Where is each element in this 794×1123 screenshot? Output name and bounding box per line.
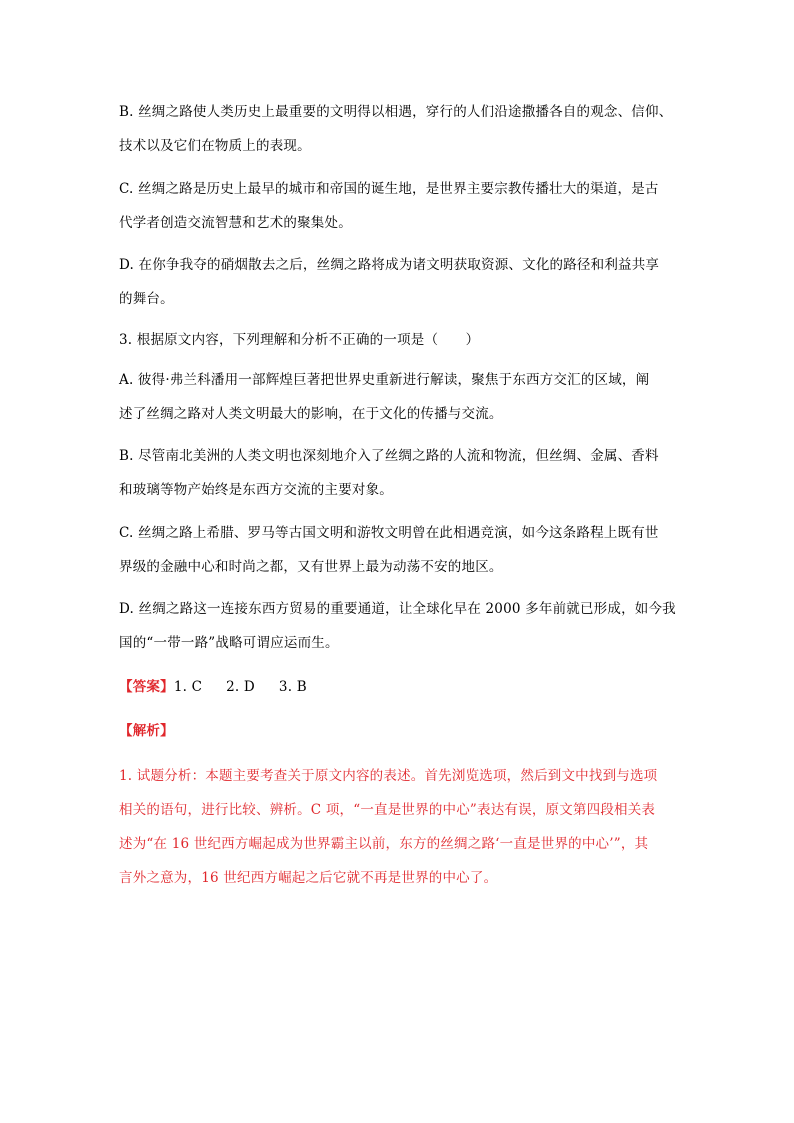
answer-label: 【答案】 — [119, 679, 174, 695]
option-line: A. 彼得·弗兰科潘用一部辉煌巨著把世界史重新进行解读，聚焦于东西方交汇的区域，阐 — [119, 372, 650, 388]
option-line: 的舞台。 — [119, 291, 174, 307]
option-line: 技术以及它们在物质上的表现。 — [119, 138, 311, 154]
option-line: C. 丝绸之路上希腊、罗马等古国文明和游牧文明曾在此相遇竞演，如今这条路程上既有世 — [119, 525, 659, 541]
answer-item: 1. C — [173, 679, 203, 695]
analysis-text — [119, 759, 689, 895]
option-line: 界级的金融中心和时尚之都，又有世界上最为动荡不安的地区。 — [119, 559, 503, 575]
analysis-label: 【解析】 — [119, 723, 174, 739]
option-c-q2 — [119, 172, 689, 240]
option-line: B. 尽管南北美洲的人类文明也深刻地介入了丝绸之路的人流和物流，但丝绸、金属、香料 — [119, 448, 659, 464]
analysis-line: 1. 试题分析：本题主要考查关于原文内容的表述。首先浏览选项，然后到文中找到与选项 — [119, 768, 658, 784]
option-line: 述了丝绸之路对人类文明最大的影响，在于文化的传播与交流。 — [119, 406, 503, 422]
answer-line — [119, 670, 689, 704]
answer-item: 3. B — [278, 679, 307, 695]
option-line: D. 丝绸之路这一连接东西方贸易的重要通道，让全球化早在 2000 多年前就已形成，如今我 — [119, 601, 676, 617]
option-line: 和玻璃等物产始终是东西方交流的主要对象。 — [119, 482, 393, 498]
option-line: 代学者创造交流智慧和艺术的聚集处。 — [119, 215, 352, 231]
question-3-stem: 3. 根据原文内容，下列理解和分析不正确的一项是（ ） — [119, 332, 480, 348]
option-b-q3 — [119, 439, 689, 507]
analysis-line: 相关的语句，进行比较、辨析。C 项，“一直是世界的中心”表达有误，原文第四段相关表 — [119, 802, 656, 818]
analysis-heading — [119, 714, 689, 748]
option-d-q2 — [119, 248, 689, 316]
option-line: B. 丝绸之路使人类历史上最重要的文明得以相遇，穿行的人们沿途撒播各自的观念、信仰、 — [119, 104, 673, 120]
option-line: C. 丝绸之路是历史上最早的城市和帝国的诞生地，是世界主要宗教传播壮大的渠道，是古 — [119, 181, 659, 197]
option-line: 国的“一带一路”战略可谓应运而生。 — [119, 635, 339, 651]
option-c-q3 — [119, 516, 689, 584]
analysis-line: 述为“在 16 世纪西方崛起成为世界霸主以前，东方的丝绸之路‘一直是世界的中心’”，其 — [119, 836, 649, 852]
option-a-q3 — [119, 363, 689, 431]
answer-item: 2. D — [226, 679, 255, 695]
option-d-q3 — [119, 592, 689, 660]
option-b-q2 — [119, 95, 689, 163]
option-line: D. 在你争我夺的硝烟散去之后，丝绸之路将成为诸文明获取资源、文化的路径和利益共享 — [119, 257, 660, 273]
analysis-line: 言外之意为，16 世纪西方崛起之后它就不再是世界的中心了。 — [119, 870, 498, 886]
